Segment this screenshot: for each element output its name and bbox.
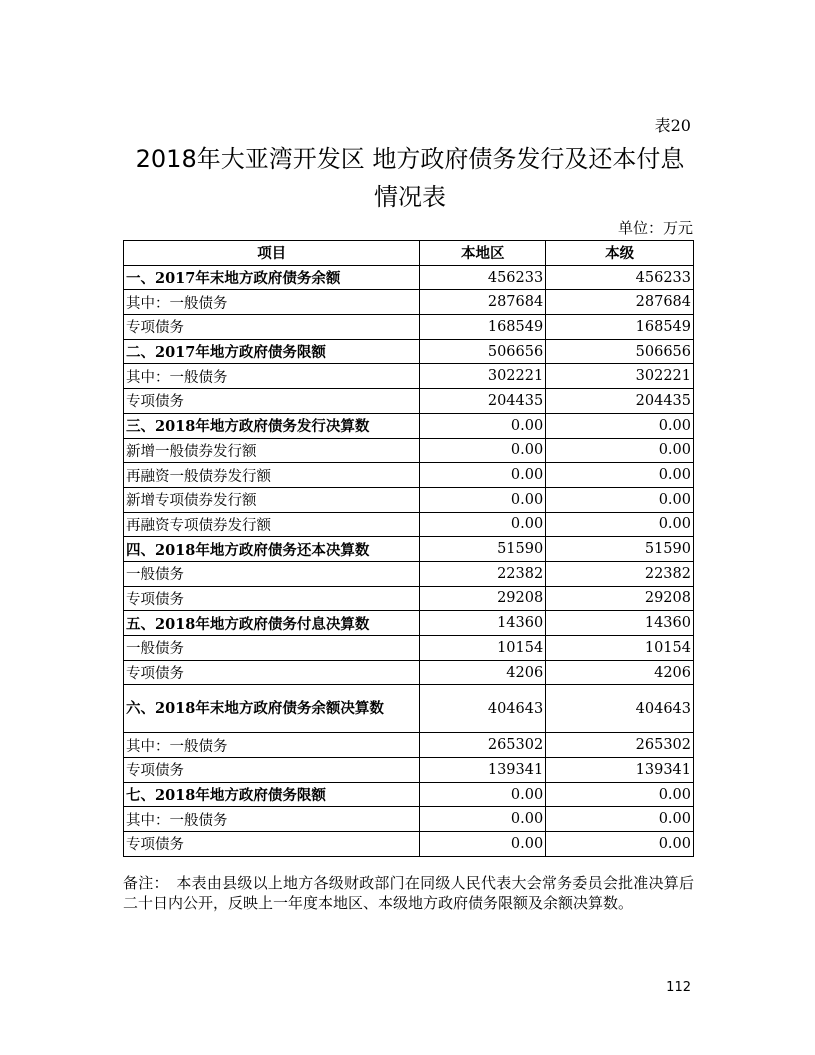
row-local: 10154 xyxy=(420,636,546,661)
row-local: 404643 xyxy=(420,685,546,733)
row-own: 29208 xyxy=(546,586,694,611)
row-local: 302221 xyxy=(420,364,546,389)
table-row xyxy=(124,389,694,414)
row-local: 0.00 xyxy=(420,463,546,488)
page-title xyxy=(100,140,720,216)
table-row xyxy=(124,290,694,315)
unit-label: 单位：万元 xyxy=(617,219,693,237)
row-own: 0.00 xyxy=(546,463,694,488)
row-own: 14360 xyxy=(546,611,694,636)
table-row xyxy=(124,586,694,611)
row-local: 287684 xyxy=(420,290,546,315)
table-row xyxy=(124,733,694,758)
row-own: 456233 xyxy=(546,265,694,290)
row-local: 29208 xyxy=(420,586,546,611)
row-own: 51590 xyxy=(546,537,694,562)
row-item: 一般债务 xyxy=(124,561,420,586)
table-row xyxy=(124,512,694,537)
row-local: 0.00 xyxy=(420,807,546,832)
row-own: 506656 xyxy=(546,339,694,364)
row-local: 0.00 xyxy=(420,782,546,807)
row-own: 302221 xyxy=(546,364,694,389)
row-own: 168549 xyxy=(546,315,694,340)
row-item: 专项债务 xyxy=(124,315,420,340)
row-item: 三、2018年地方政府债务发行决算数 xyxy=(124,413,420,438)
table-row xyxy=(124,807,694,832)
row-item: 专项债务 xyxy=(124,832,420,857)
row-own: 10154 xyxy=(546,636,694,661)
row-local: 204435 xyxy=(420,389,546,414)
row-local: 22382 xyxy=(420,561,546,586)
row-item: 二、2017年地方政府债务限额 xyxy=(124,339,420,364)
header-item: 项目 xyxy=(124,241,420,266)
row-item: 一般债务 xyxy=(124,636,420,661)
table-row xyxy=(124,315,694,340)
row-own: 0.00 xyxy=(546,832,694,857)
row-item: 再融资专项债券发行额 xyxy=(124,512,420,537)
row-own: 22382 xyxy=(546,561,694,586)
row-local: 0.00 xyxy=(420,413,546,438)
table-row xyxy=(124,537,694,562)
row-item: 新增专项债券发行额 xyxy=(124,487,420,512)
row-local: 456233 xyxy=(420,265,546,290)
table-row xyxy=(124,487,694,512)
table-number: 表20 xyxy=(654,116,691,135)
row-own: 139341 xyxy=(546,758,694,783)
row-local: 168549 xyxy=(420,315,546,340)
footnote: 备注： 本表由县级以上地方各级财政部门在同级人民代表大会常务委员会批准决算后二十日内公开，反映上一年度本地区、本级地方政府债务限额及余额决算数。 xyxy=(123,874,694,912)
row-local: 0.00 xyxy=(420,487,546,512)
row-own: 265302 xyxy=(546,733,694,758)
table-row xyxy=(124,265,694,290)
row-item: 专项债务 xyxy=(124,389,420,414)
title-line-1: 2018年大亚湾开发区 地方政府债务发行及还本付息 xyxy=(135,145,685,173)
row-local: 4206 xyxy=(420,660,546,685)
row-item: 专项债务 xyxy=(124,660,420,685)
header-local: 本地区 xyxy=(420,241,546,266)
table-header-row xyxy=(124,241,694,266)
row-local: 14360 xyxy=(420,611,546,636)
row-own: 0.00 xyxy=(546,512,694,537)
row-item: 七、2018年地方政府债务限额 xyxy=(124,782,420,807)
debt-table xyxy=(123,240,694,857)
row-own: 0.00 xyxy=(546,807,694,832)
row-own: 404643 xyxy=(546,685,694,733)
row-local: 265302 xyxy=(420,733,546,758)
row-item: 六、2018年末地方政府债务余额决算数 xyxy=(124,685,420,733)
table-row xyxy=(124,364,694,389)
row-local: 0.00 xyxy=(420,438,546,463)
row-item: 专项债务 xyxy=(124,758,420,783)
row-local: 51590 xyxy=(420,537,546,562)
row-local: 139341 xyxy=(420,758,546,783)
row-item: 其中：一般债务 xyxy=(124,364,420,389)
row-own: 4206 xyxy=(546,660,694,685)
page-number: 112 xyxy=(666,980,691,995)
table-row xyxy=(124,561,694,586)
row-own: 0.00 xyxy=(546,413,694,438)
row-item: 其中：一般债务 xyxy=(124,733,420,758)
table-row xyxy=(124,685,694,733)
row-local: 0.00 xyxy=(420,832,546,857)
row-local: 0.00 xyxy=(420,512,546,537)
row-item: 再融资一般债券发行额 xyxy=(124,463,420,488)
row-item: 其中：一般债务 xyxy=(124,807,420,832)
table-row xyxy=(124,636,694,661)
row-local: 506656 xyxy=(420,339,546,364)
row-own: 0.00 xyxy=(546,487,694,512)
table-row xyxy=(124,611,694,636)
table-row xyxy=(124,782,694,807)
row-own: 0.00 xyxy=(546,438,694,463)
row-own: 0.00 xyxy=(546,782,694,807)
title-line-2: 情况表 xyxy=(374,183,446,211)
row-item: 专项债务 xyxy=(124,586,420,611)
row-own: 287684 xyxy=(546,290,694,315)
table-row xyxy=(124,413,694,438)
row-item: 一、2017年末地方政府债务余额 xyxy=(124,265,420,290)
table-row xyxy=(124,438,694,463)
table-row xyxy=(124,832,694,857)
row-item: 新增一般债券发行额 xyxy=(124,438,420,463)
table-row xyxy=(124,339,694,364)
row-item: 五、2018年地方政府债务付息决算数 xyxy=(124,611,420,636)
table-row xyxy=(124,758,694,783)
row-own: 204435 xyxy=(546,389,694,414)
header-own: 本级 xyxy=(546,241,694,266)
table-row xyxy=(124,463,694,488)
row-item: 其中：一般债务 xyxy=(124,290,420,315)
table-row xyxy=(124,660,694,685)
row-item: 四、2018年地方政府债务还本决算数 xyxy=(124,537,420,562)
